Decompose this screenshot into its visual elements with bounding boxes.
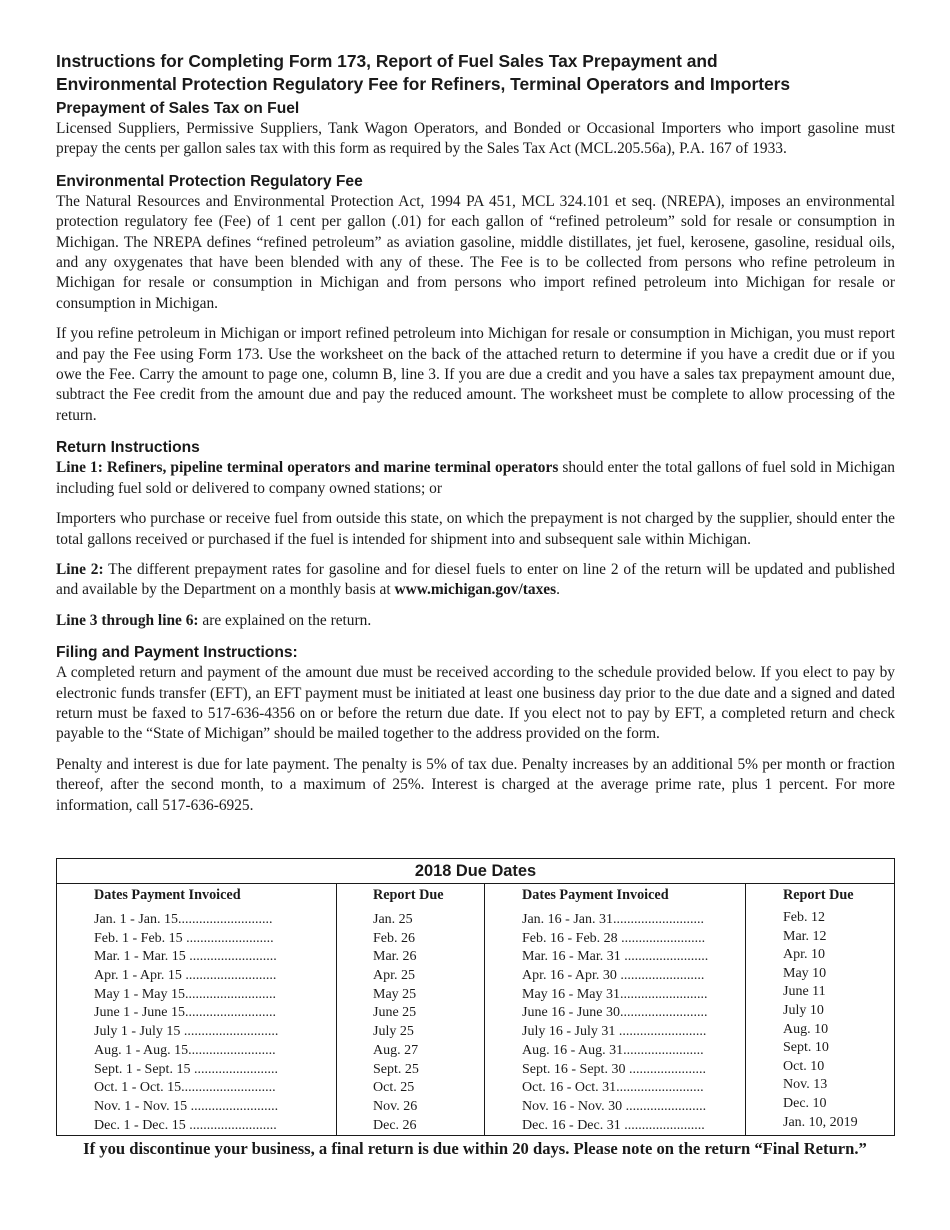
filing-body-1: A completed return and payment of the amount due must be received according to the schedule provided below. If you elect to pay by electronic funds transfer (EFT), an EFT payment must be initiated at least one business day prior to the due date and a signed and dated return must be faxed to 517-636-4356 on or before the return due date. If you elect not to pay by EFT, a completed return and check payable to the “State of Michigan” should be mailed together to the address provided on the form. bbox=[56, 664, 895, 743]
due-date-row: Feb. 26 bbox=[373, 930, 415, 946]
title-line-1: Instructions for Completing Form 173, Report of Fuel Sales Tax Prepayment and bbox=[56, 51, 718, 71]
due-date-row: June 25 bbox=[373, 1005, 417, 1021]
due-date-row: July 1 - July 15 ........................... bbox=[94, 1024, 279, 1040]
due-date-row: Oct. 25 bbox=[373, 1080, 415, 1096]
due-date-row: Oct. 10 bbox=[783, 1058, 825, 1074]
due-dates-col-3 bbox=[485, 884, 746, 1135]
due-date-row: Nov. 26 bbox=[373, 1098, 418, 1114]
due-date-row: Feb. 12 bbox=[783, 910, 825, 925]
due-date-row: May 10 bbox=[783, 965, 827, 981]
due-dates-col-2 bbox=[337, 884, 485, 1135]
due-date-row: Mar. 12 bbox=[783, 928, 827, 944]
due-date-row: Jan. 10, 2019 bbox=[783, 1114, 858, 1130]
due-date-row: Jan. 1 - Jan. 15........................... bbox=[94, 912, 273, 927]
filing-body-2: Penalty and interest is due for late payment. The penalty is 5% of tax due. Penalty increases by an additional 5% per month or fraction thereof, after the second month, to a maximum of 25%. Interest is charged at the average prime rate, plus 1 percent. For more information, call 517-636-6925. bbox=[56, 755, 895, 814]
return-line-2-text: The different prepayment rates for gasoline and for diesel fuels to enter on line 2 of the return will be updated and published and available by the Department on a monthly basis at bbox=[56, 560, 895, 599]
due-date-row: Aug. 27 bbox=[373, 1042, 419, 1058]
page-title bbox=[56, 50, 895, 96]
col-2-header: Report Due bbox=[373, 887, 444, 903]
return-line-1 bbox=[56, 458, 895, 499]
due-date-row: Aug. 1 - Aug. 15......................... bbox=[94, 1042, 276, 1058]
return-line-3-text: are explained on the return. bbox=[198, 611, 372, 629]
due-date-row: Oct. 16 - Oct. 31......................... bbox=[522, 1080, 704, 1096]
col-1-header: Dates Payment Invoiced bbox=[94, 887, 241, 903]
return-line-2 bbox=[56, 560, 895, 601]
due-date-row: Nov. 16 - Nov. 30 ....................... bbox=[522, 1098, 707, 1114]
due-date-row: July 10 bbox=[783, 1002, 824, 1018]
return-line-1-text: should enter the total gallons of fuel sold in Michigan including fuel sold or delivered to company owned stations; or bbox=[56, 459, 895, 497]
return-line-2-end: . bbox=[556, 581, 560, 599]
michigan-taxes-link[interactable]: www.michigan.gov/taxes bbox=[394, 581, 557, 599]
due-date-row: Aug. 16 - Aug. 31....................... bbox=[522, 1042, 704, 1058]
due-date-row: Aug. 10 bbox=[783, 1021, 829, 1037]
due-date-row: Feb. 1 - Feb. 15 ......................... bbox=[94, 930, 274, 946]
due-date-row: Mar. 1 - Mar. 15 ......................... bbox=[94, 949, 277, 965]
return-importers: Importers who purchase or receive fuel from outside this state, on which the prepayment is not charged by the supplier, should enter the total gallons received or purchased if the fuel is intended for shipment into and subsequent sale within Michigan. bbox=[56, 510, 895, 548]
return-heading: Return Instructions bbox=[56, 439, 200, 457]
due-date-row: Apr. 1 - Apr. 15 .......................... bbox=[94, 968, 277, 984]
due-date-row: May 25 bbox=[373, 986, 417, 1002]
due-date-row: Feb. 16 - Feb. 28 ........................ bbox=[522, 930, 706, 946]
col-3-rows bbox=[522, 911, 708, 1135]
due-date-row: Dec. 1 - Dec. 15 ......................... bbox=[94, 1117, 277, 1133]
due-date-row: May 16 - May 31......................... bbox=[522, 986, 708, 1002]
prepayment-body: Licensed Suppliers, Permissive Suppliers, Tank Wagon Operators, and Bonded or Occasional Importers who import gasoline must prepay the cents per gallon sales tax with this form as required by the Sales Tax Act (MCL.205.56a), P.A. 167 of 1933. bbox=[56, 120, 895, 158]
due-date-row: Sept. 16 - Sept. 30 ...................... bbox=[522, 1061, 706, 1077]
final-return-note: If you discontinue your business, a final return is due within 20 days. Please note on the return “Final Return.” bbox=[83, 1139, 867, 1158]
col-4-header: Report Due bbox=[783, 887, 854, 903]
due-date-row: Jan. 25 bbox=[373, 912, 413, 927]
due-date-row: Nov. 13 bbox=[783, 1077, 828, 1093]
col-4-rows bbox=[783, 909, 858, 1132]
due-dates-table bbox=[56, 858, 895, 1136]
col-1-rows bbox=[94, 911, 278, 1135]
return-line-1-label: Line 1: Refiners, pipeline terminal operators and marine terminal operators bbox=[56, 459, 559, 477]
due-date-row: May 1 - May 15.......................... bbox=[94, 986, 276, 1002]
due-date-row: Sept. 1 - Sept. 15 ........................ bbox=[94, 1061, 278, 1077]
col-3-header: Dates Payment Invoiced bbox=[522, 887, 669, 903]
prepayment-heading: Prepayment of Sales Tax on Fuel bbox=[56, 100, 300, 117]
due-date-row: Oct. 1 - Oct. 15........................... bbox=[94, 1080, 276, 1096]
due-date-row: June 16 - June 30......................... bbox=[522, 1005, 708, 1021]
due-date-row: Dec. 10 bbox=[783, 1095, 827, 1111]
due-date-row: June 1 - June 15.......................... bbox=[94, 1005, 276, 1021]
filing-heading: Filing and Payment Instructions: bbox=[56, 644, 298, 662]
return-line-2-label: Line 2: bbox=[56, 560, 104, 578]
col-2-rows bbox=[373, 911, 419, 1135]
return-line-3-label: Line 3 through line 6: bbox=[56, 611, 199, 629]
title-line-2: Environmental Protection Regulatory Fee for Refiners, Terminal Operators and Importers bbox=[56, 74, 791, 94]
return-line-3 bbox=[56, 611, 895, 631]
due-date-row: Dec. 16 - Dec. 31 ....................... bbox=[522, 1117, 705, 1133]
due-date-row: Apr. 10 bbox=[783, 947, 825, 963]
due-dates-col-4 bbox=[746, 884, 894, 1135]
due-date-row: Mar. 26 bbox=[373, 949, 417, 965]
due-date-row: Mar. 16 - Mar. 31 ........................ bbox=[522, 949, 709, 965]
fee-heading: Environmental Protection Regulatory Fee bbox=[56, 172, 363, 190]
due-date-row: June 11 bbox=[783, 984, 826, 1000]
due-date-row: Nov. 1 - Nov. 15 ......................... bbox=[94, 1098, 279, 1114]
due-date-row: Apr. 16 - Apr. 30 ........................ bbox=[522, 968, 705, 984]
due-date-row: Sept. 10 bbox=[783, 1040, 829, 1056]
due-date-row: Sept. 25 bbox=[373, 1061, 419, 1077]
due-date-row: Apr. 25 bbox=[373, 968, 415, 984]
due-dates-col-1 bbox=[57, 884, 337, 1135]
due-date-row: July 25 bbox=[373, 1024, 414, 1040]
instructions-page bbox=[56, 50, 895, 816]
fee-body-2: If you refine petroleum in Michigan or import refined petroleum into Michigan for resale or consumption in Michigan, you must report and pay the Fee using Form 173. Use the worksheet on the back of the attached return to determine if you have a credit due or if you owe the Fee. Carry the amount to page one, column B, line 3. If you are due a credit and you have a sales tax prepayment amount due, subtract the Fee credit from the amount due and pay the reduced amount. The worksheet must be complete to allow processing of the return. bbox=[56, 325, 895, 424]
due-dates-title: 2018 Due Dates bbox=[57, 859, 894, 884]
due-date-row: Jan. 16 - Jan. 31.......................... bbox=[522, 912, 704, 927]
fee-body-1: The Natural Resources and Environmental Protection Act, 1994 PA 451, MCL 324.101 et seq. (NREPA), imposes an environmental protection regulatory fee (Fee) of 1 cent per gallon (.01) for each gallon of “refined petroleum” sold for resale or consumption in Michigan. The NREPA defines “refined petroleum” as aviation gasoline, middle distillates, jet fuel, kerosene, gasoline, residual oils, and any oxygenates that have been blended with any of these. The Fee is to be collected from persons who refine petroleum in Michigan for resale or consumption in Michigan and from persons who import refined petroleum into Michigan for resale or consumption in Michigan. bbox=[56, 192, 895, 312]
due-date-row: Dec. 26 bbox=[373, 1117, 417, 1133]
due-date-row: July 16 - July 31 ......................... bbox=[522, 1024, 707, 1040]
